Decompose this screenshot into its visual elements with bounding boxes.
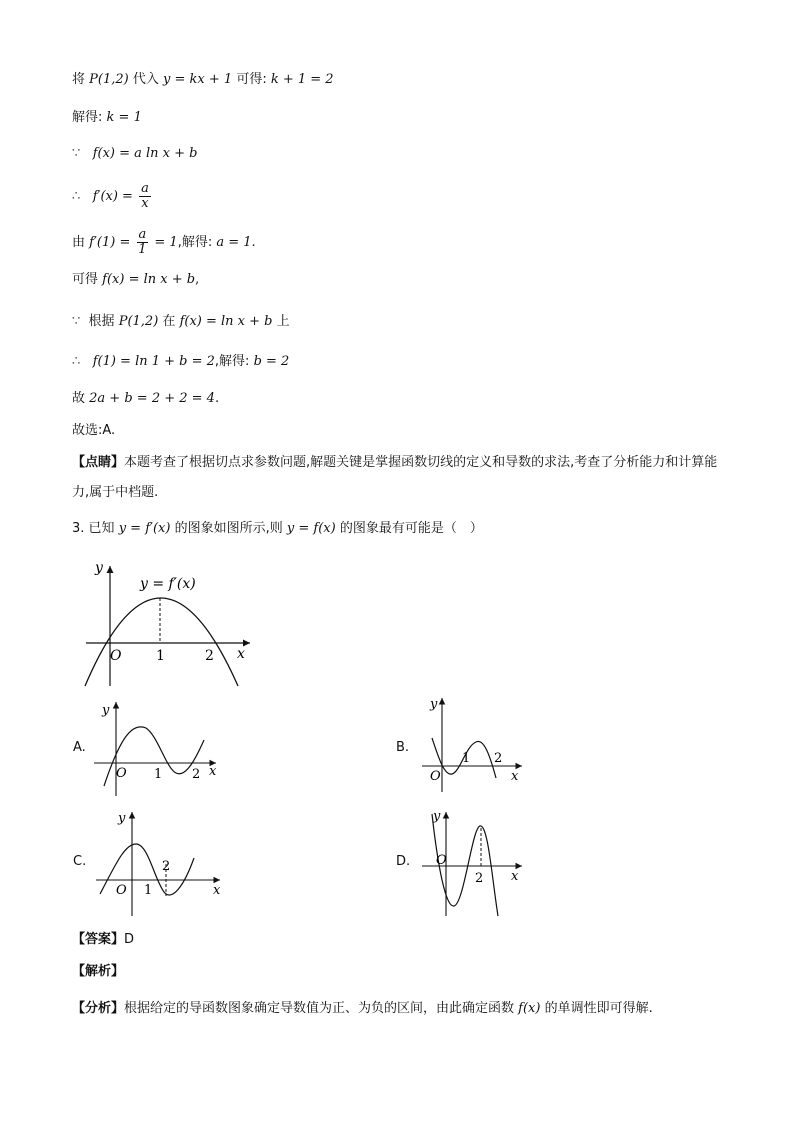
svg-text:x: x xyxy=(209,764,217,779)
option-d-letter[interactable]: D. xyxy=(396,854,411,869)
svg-text:O: O xyxy=(116,766,127,781)
option-a-letter[interactable]: A. xyxy=(73,740,86,755)
solution-line-3: ∵ f(x) = a ln x + b xyxy=(72,146,198,161)
question-3: 3. 已知 y = f′(x) 的图象如图所示,则 y = f(x) 的图象最有可能是（ ） xyxy=(72,521,483,536)
answer-line: 【答案】D xyxy=(72,932,135,947)
origin-label: O xyxy=(110,648,122,664)
solution-line-2: 解得: k = 1 xyxy=(72,110,142,125)
tick-2-label: 2 xyxy=(205,648,214,664)
option-c-letter[interactable]: C. xyxy=(73,854,87,869)
x-axis-label: x xyxy=(237,646,245,662)
analysis-tag: 【解析】 xyxy=(72,964,125,979)
solution-line-7: ∵ 根据 P(1,2) 在 f(x) = ln x + b 上 xyxy=(72,314,290,329)
derivative-curve xyxy=(85,598,238,686)
option-b-letter[interactable]: B. xyxy=(396,740,410,755)
option-d-graph[interactable] xyxy=(418,808,528,920)
solution-line-6: 可得 f(x) = ln x + b, xyxy=(72,272,200,287)
option-b-graph[interactable] xyxy=(418,694,528,794)
svg-text:x: x xyxy=(511,769,519,784)
y-axis-label: y xyxy=(95,560,103,576)
option-a-graph[interactable] xyxy=(92,698,222,798)
svg-text:2: 2 xyxy=(192,767,201,782)
svg-text:1: 1 xyxy=(144,883,153,898)
svg-text:2: 2 xyxy=(162,859,171,874)
option-c-graph[interactable] xyxy=(94,808,224,920)
svg-text:y: y xyxy=(118,811,126,826)
svg-text:y: y xyxy=(430,697,438,712)
fraction-a-over-x: $\frac{a}{x}$ xyxy=(141,181,149,211)
svg-text:2: 2 xyxy=(494,751,503,766)
solution-line-4: ∴ f′(x) = $\frac{a}{x}$ xyxy=(72,181,149,211)
curve-label: y = f′(x) xyxy=(140,576,196,592)
svg-text:y: y xyxy=(102,703,110,718)
svg-text:O: O xyxy=(430,769,441,784)
svg-text:1: 1 xyxy=(462,751,471,766)
svg-text:O: O xyxy=(116,883,127,898)
svg-text:2: 2 xyxy=(475,871,484,886)
solution-line-1: 将 P(1,2) 代入 y = kx + 1 可得: k + 1 = 2 xyxy=(72,72,334,87)
solution-line-10: 故选:A. xyxy=(72,423,116,438)
analysis-detail: 【分析】根据给定的导函数图象确定导数值为正、为负的区间，由此确定函数 f(x) 的单调性即可得解. xyxy=(72,1001,653,1016)
svg-text:x: x xyxy=(213,883,221,898)
tick-1-label: 1 xyxy=(156,648,165,664)
svg-text:1: 1 xyxy=(154,767,163,782)
svg-text:O: O xyxy=(436,853,447,868)
solution-line-8: ∴ f(1) = ln 1 + b = 2,解得: b = 2 xyxy=(72,354,290,369)
svg-text:y: y xyxy=(433,809,441,824)
svg-text:x: x xyxy=(511,869,519,884)
derivative-graph xyxy=(80,560,260,690)
solution-line-9: 故 2a + b = 2 + 2 = 4. xyxy=(72,391,220,406)
comment-paragraph: 【点睛】本题考查了根据切点求参数问题,解题关键是掌握函数切线的定义和导数的求法,考查了分析能力和计算能力,属于中档题. xyxy=(72,455,718,500)
solution-line-5: 由 f′(1) = $\frac{a}{1}$ = 1,解得: a = 1. xyxy=(72,227,256,257)
fraction-a-over-1: $\frac{a}{1}$ xyxy=(138,227,147,257)
